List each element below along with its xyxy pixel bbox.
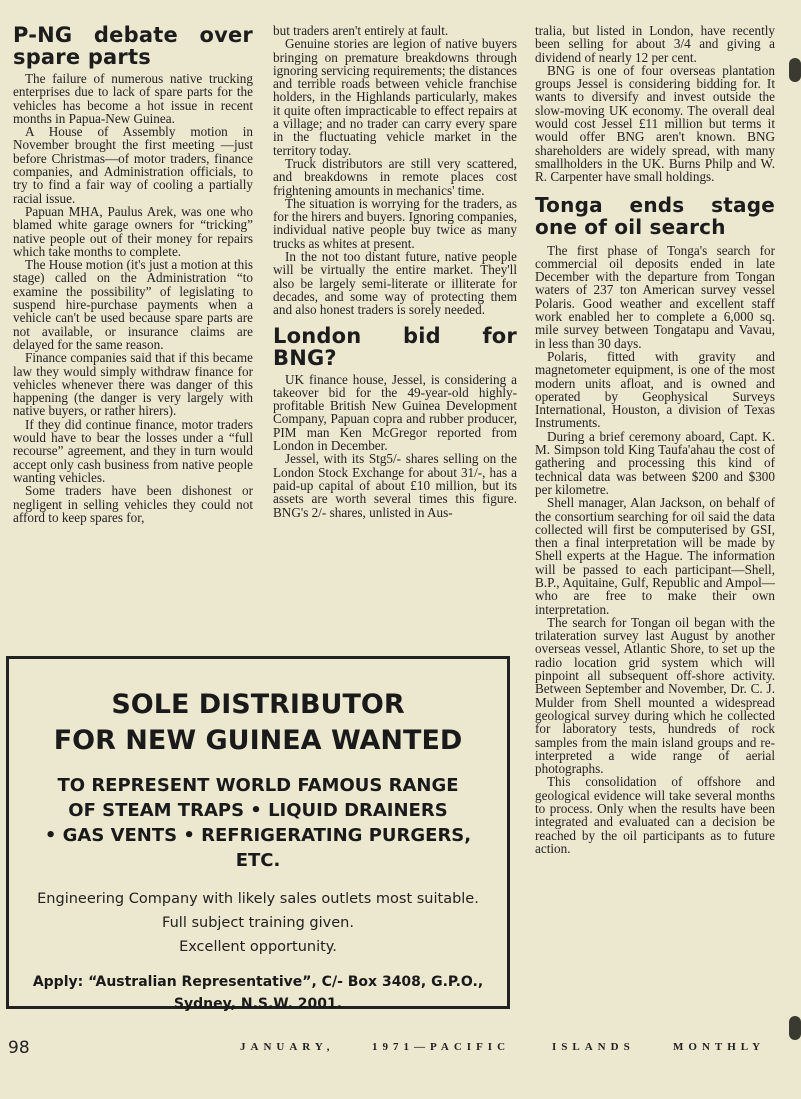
paragraph: This consolidation of offshore and geological evidence will take several months to process. Only when the results have been integrated and evaluated can a decision be reached by the oil participants as to future action. xyxy=(535,774,775,856)
paragraph: Papuan MHA, Paulus Arek, was one who blamed white garage owners for “tricking” native people out of their money for repairs which take months to complete. xyxy=(13,203,253,259)
binding-hole-icon xyxy=(789,58,801,82)
headline-bng: London bid for BNG? xyxy=(273,323,517,370)
ad-headline: SOLE DISTRIBUTOR xyxy=(111,689,405,720)
ad-body-line: Full subject training given. xyxy=(162,915,354,931)
paragraph: If they did continue finance, motor traders would have to bear the losses under a “full recourse” agreement, and they in turn would accept only cash business from native people wanting vehicles. xyxy=(13,416,253,485)
ad-subheading: ETC. xyxy=(235,850,281,871)
paragraph: Finance companies said that if this became law they would simply withdraw finance for vehicles whenever there was danger of this happening (the danger is very largely with native buyers, or rather hirers). xyxy=(13,350,253,419)
tonga-article-body xyxy=(535,244,775,856)
paragraph: The situation is worrying for the traders, as for the hirers and buyers. Ignoring companies, individual native people buy twice as many trucks as whites at present. xyxy=(273,195,517,251)
paragraph: BNG is one of four overseas plantation groups Jessel is considering bidding for. It wants to diversify and invest outside the slow-moving UK economy. The overall deal would cost Jessel £11 million but terms it would offer BNG aren't known. BNG shareholders are widely spread, with many smallholders in the UK. Burns Philp and W. R. Carpenter have small holdings. xyxy=(535,62,775,185)
paragraph: The House motion (it's just a motion at this stage) called on the Administration “to examine the possibility” of legislating to suspend hire-purchase payments when a vehicle can't be used because spare parts are not available, or insurance claims are delayed for the same reason. xyxy=(13,257,254,352)
ad-headline: FOR NEW GUINEA WANTED xyxy=(53,725,463,756)
paragraph: In the not too distant future, native people will be virtually the entire market. They'll also be largely semi-literate or illiterate for decades, and some way of protecting them and also honest traders is sorely needed. xyxy=(273,249,517,318)
paragraph: Genuine stories are legion of native buyers bringing on premature breakdowns through ignoring servicing requirements; the distances and terrible roads between vehicle franchise holders, in the Highlands particularly, makes it quite often impracticable to effect repairs at a village; and no trader can carry every spare in the fluctuating vehicle market in the territory today. xyxy=(273,36,517,158)
paragraph: but traders aren't entirely at fault. xyxy=(273,23,449,38)
column-3 xyxy=(535,24,775,855)
distributor-advertisement xyxy=(6,656,510,1012)
paragraph: The first phase of Tonga's search for commercial oil deposits ended in late December with the departure from Tongan waters of 237 ton American survey vessel Polaris. Good weather and excellent staff work enabled her to complete a 6,000 sq. mile survey between Tongatapu and Vavau, in less than 30 days. xyxy=(535,242,775,351)
ad-apply-line: Apply: “Australian Representative”, C/- Box 3408, G.P.O., xyxy=(32,974,484,990)
page-footer xyxy=(0,1038,801,1058)
ad-body-line: Excellent opportunity. xyxy=(179,939,337,955)
headline-tonga-oil: Tonga ends stage one of oil search xyxy=(535,192,775,239)
paragraph: During a brief ceremony aboard, Capt. K. M. Simpson told King Taufa'ahau the cost of gathering and processing this kind of technical data was between $200 and $300 per kilometre. xyxy=(535,428,775,497)
footer-year-title: 1971—PACIFIC xyxy=(372,1041,511,1053)
ad-subheading: TO REPRESENT WORLD FAMOUS RANGE xyxy=(57,775,459,796)
paragraph: The search for Tongan oil began with the trilateration survey last August by another overseas vessel, Atlantic Shore, to set up the radio location grid system which will pinpoint all subsequent off-shore activity. Between September and November, Dr. C. J. Mulder from Shell mounted a widespread geological survey during which he collected for laboratory tests, hundreds of rock samples from the main island groups and re-interpreted a wide range of aerial photographs. xyxy=(535,614,775,777)
ad-subheading: OF STEAM TRAPS • LIQUID DRAINERS xyxy=(68,800,448,821)
paragraph: UK finance house, Jessel, is considering a takeover bid for the 49-year-old highly-profitable British New Guinea Development Company, Papuan copra and rubber producer, PIM man Ken McGregor reported from London in December. xyxy=(273,371,517,454)
ad-apply-line: Sydney, N.S.W. 2001. xyxy=(173,996,343,1012)
footer-title: MONTHLY xyxy=(673,1041,766,1053)
column-2 xyxy=(273,24,517,519)
bng-article-body-1 xyxy=(273,373,517,519)
png-article-body-1 xyxy=(13,72,253,524)
column-1 xyxy=(13,24,253,524)
paragraph: tralia, but listed in London, have recently been selling for about 3/4 and giving a dividend of nearly 12 per cent. xyxy=(535,23,775,65)
headline-png-debate: P-NG debate over spare parts xyxy=(13,23,253,69)
paragraph: Shell manager, Alan Jackson, on behalf of the consortium searching for oil said the data collected will first be computerised by GSI, then a final interpretation will be made by Shell experts at the Hague. The information will be passed to each participant—Shell, B.P., Aquitaine, Gulf, Republic and Ampol—who are free to make their own interpretation. xyxy=(535,495,775,617)
ad-subheading: • GAS VENTS • REFRIGERATING PURGERS, xyxy=(44,825,472,846)
footer-title: ISLANDS xyxy=(552,1041,635,1053)
bng-article-body-2 xyxy=(535,24,775,184)
page-number: 98 xyxy=(8,1038,30,1058)
paragraph: Polaris, fitted with gravity and magnetometer equipment, is one of the most modern units afloat, and is owned and operated by Geophysical Surveys International, Houston, a division of Texas Instruments. xyxy=(535,348,775,431)
paragraph: A House of Assembly motion in November brought the first meeting —just before Christmas—of motor traders, finance companies, and Administration officials, to try to find a fair way of cooling a partially racial issue. xyxy=(13,124,253,206)
ad-body-line: Engineering Company with likely sales outlets most suitable. xyxy=(37,891,479,907)
paragraph: Truck distributors are still very scattered, and breakdowns in remote places cost frightening amounts in mechanics' time. xyxy=(273,155,517,198)
paragraph: Jessel, with its Stg5/- shares selling on the London Stock Exchange for about 31/-, has a paid-up capital of about £10 million, but its assets are worth several times this figure. BNG's 2/- shares, unlisted in Aus- xyxy=(273,451,517,520)
footer-month: JANUARY, xyxy=(240,1041,335,1053)
png-article-body-2 xyxy=(273,24,517,317)
binding-hole-icon xyxy=(789,1016,801,1040)
paragraph: Some traders have been dishonest or negligent in selling vehicles they could not afford to keep spares for, xyxy=(13,483,253,525)
paragraph: The failure of numerous native trucking enterprises due to lack of spare parts for the vehicles has become a hot issue in recent months in Papua-New Guinea. xyxy=(13,71,253,126)
